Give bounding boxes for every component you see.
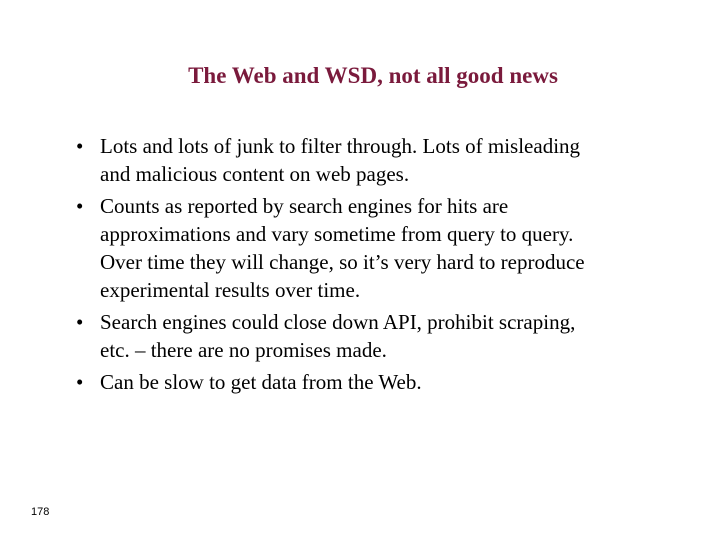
bullet-text-line: Can be slow to get data from the Web. (100, 370, 422, 394)
bullet-text-line: Counts as reported by search engines for hits are (100, 194, 509, 218)
bullet-icon: • (76, 310, 84, 334)
bullet-text-line: and malicious content on web pages. (100, 162, 410, 186)
slide-title: The Web and WSD, not all good news (188, 63, 558, 88)
bullet-item (72, 132, 672, 188)
bullet-icon: • (76, 194, 84, 218)
bullet-icon: • (76, 134, 84, 158)
bullet-item (72, 308, 672, 364)
bullet-icon: • (76, 370, 84, 394)
bullet-text-line: Search engines could close down API, prohibit scraping, (100, 310, 576, 334)
bullet-item (72, 368, 672, 396)
bullet-text-line: experimental results over time. (100, 278, 361, 302)
bullet-item (72, 192, 672, 304)
bullet-text-line: Lots and lots of junk to filter through. Lots of misleading (100, 134, 581, 158)
bullet-text-line: etc. – there are no promises made. (100, 338, 387, 362)
bullet-list (72, 132, 672, 400)
bullet-text-line: approximations and vary sometime from query to query. (100, 222, 574, 246)
bullet-text-line: Over time they will change, so it’s very hard to reproduce (100, 250, 585, 274)
page-number: 178 (31, 506, 50, 518)
